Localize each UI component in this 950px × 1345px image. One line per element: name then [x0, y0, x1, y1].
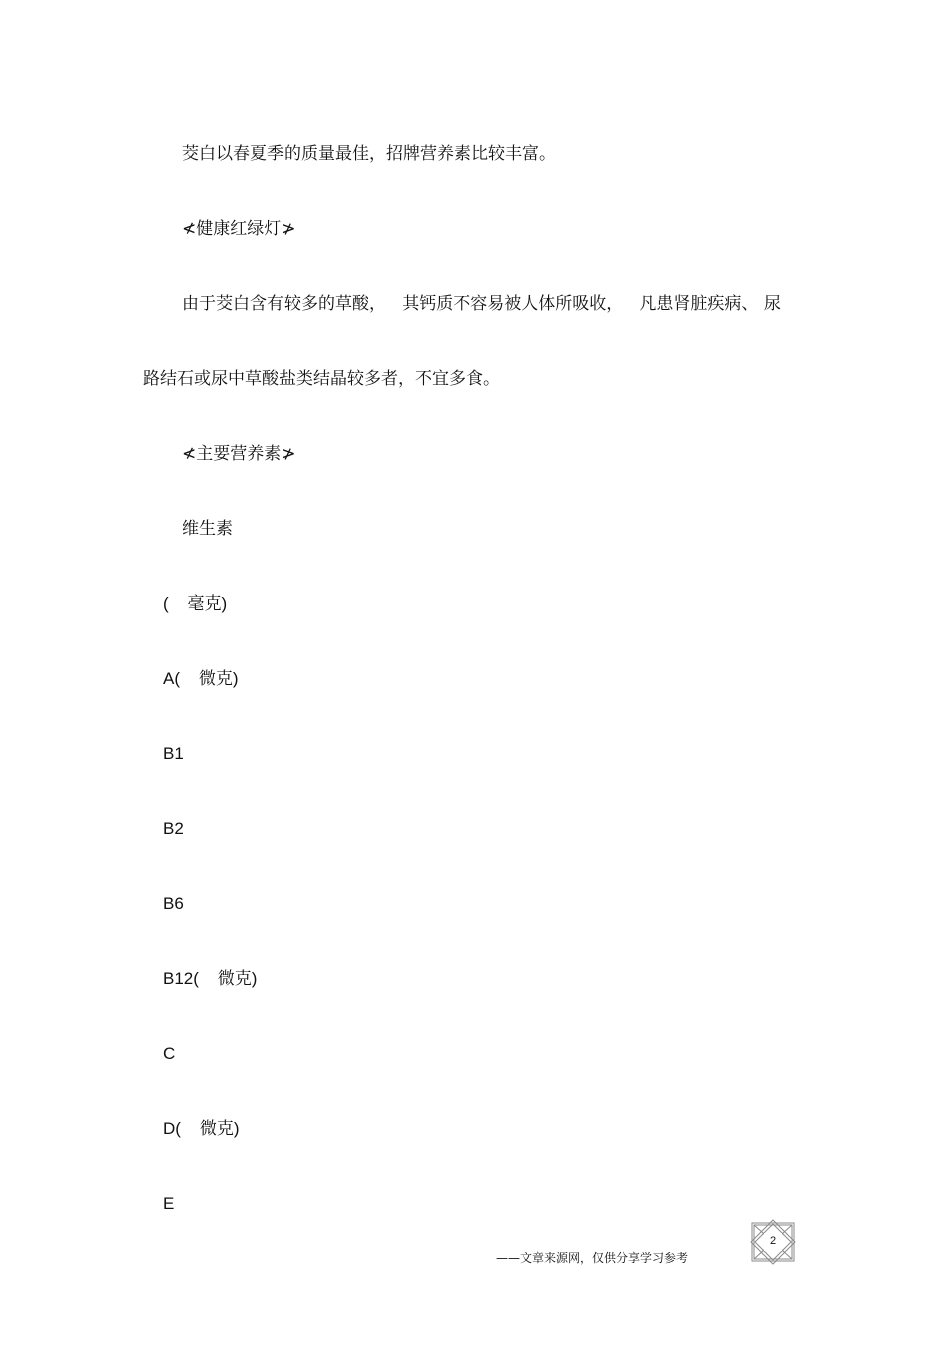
paragraph-oxalic-acid-line2: 路结石或尿中草酸盐类结晶较多者，不宜多食。	[143, 369, 500, 389]
vitamin-row-c: C	[163, 1044, 176, 1063]
vitamin-row-b1: B1	[163, 744, 184, 763]
page-number-badge	[748, 1219, 798, 1265]
vitamin-row-b6: B6	[163, 894, 184, 913]
vitamin-row-e: E	[163, 1194, 175, 1213]
paragraph-oxalic-acid-line1: 由于茭白含有较多的草酸， 其钙质不容易被人体所吸收， 凡患肾脏疾病、 尿	[182, 294, 781, 314]
vitamin-row-b2: B2	[163, 819, 184, 838]
vitamin-row-b12: B12( 微克)	[163, 969, 258, 988]
heading-health-traffic-light: ≮健康红绿灯≯	[182, 219, 296, 239]
label-vitamins: 维生素	[182, 519, 233, 539]
vitamin-row-d: D( 微克)	[163, 1119, 240, 1138]
heading-main-nutrients: ≮主要营养素≯	[182, 444, 296, 464]
footer-source-note: ——文章来源网，仅供分享学习参考	[496, 1251, 689, 1265]
vitamin-row-a: A( 微克)	[163, 669, 239, 688]
vitamin-row-unit-mg: ( 毫克)	[163, 594, 228, 613]
page-number: 2	[769, 1235, 777, 1247]
paragraph-season: 茭白以春夏季的质量最佳，招牌营养素比较丰富。	[182, 144, 556, 164]
